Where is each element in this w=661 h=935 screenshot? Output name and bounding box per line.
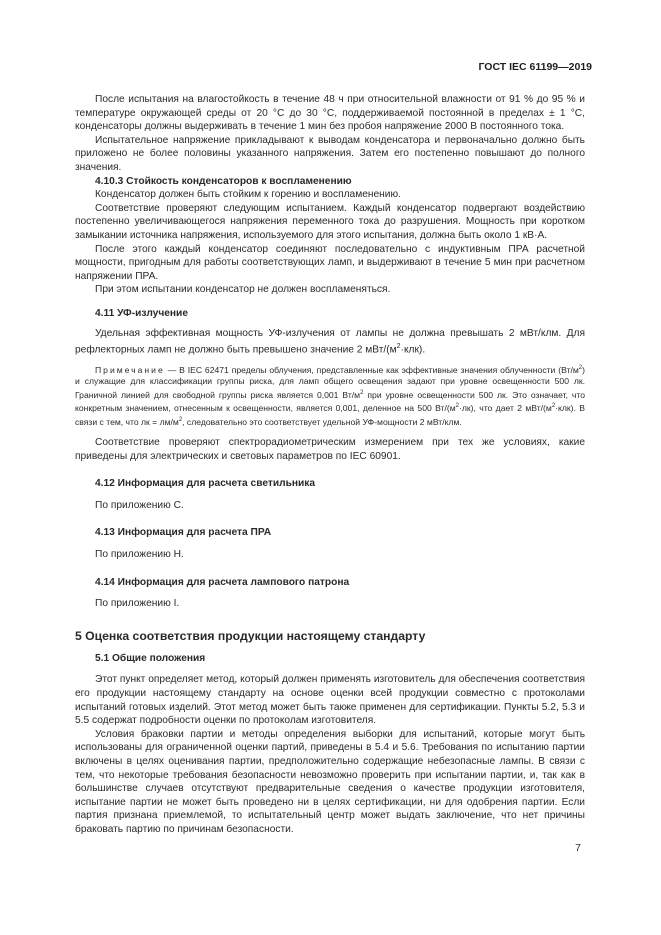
section-heading-4-11: 4.11 УФ-излучение [95,307,188,319]
paragraph: Конденсатор должен быть стойким к горению и воспламенению. [95,189,401,201]
note-label: Примечание [95,364,165,375]
section-heading-4-14: 4.14 Информация для расчета лампового патрона [95,576,350,588]
note: Примечание — В IEC 62471 пределы облучения, представленные как эффективные значения облученности $(Вт/м^2)$ и служащие для классификации группы риска, для ламп общего освещения задают при уровне освещенности 500 лк. Граничной линией для свободной группы риска является 0,001 $Вт/м^2$ при уровне освещенности 500 лк. Это означает, что конкретным значением, отнесенным к освещенности, является 0,001, деленное на 500 $Вт/(м^2\cdot лк)$, что дает 2 мВт/$(м^2\cdot клк)$. В связи с тем, что лк = $лм/м^2$, следовательно это соответствует удельной УФ-мощности 2 мВт/клм. [75,364,585,427]
paragraph: По приложению С. [95,499,184,511]
paragraph: После испытания на влагостойкость в течение 48 ч при относительной влажности от 91 % до 95 % и температуре окружающей среды от 20 °С до 30 °С, поддерживаемой постоянной в пределах ± 1 °С, конденсаторы должны выдерживать в течение 1 мин без пробоя напряжение 2000 В постоянного тока. [75,94,585,133]
document-id-header: ГОСТ IEC 61199—2019 [478,61,592,73]
paragraph: Испытательное напряжение прикладывают к выводам конденсатора и первоначально должно быть приложено не более половины указанного напряжения. Затем его постепенно повышают до полного значения. [75,134,585,173]
section-heading-5: 5 Оценка соответствия продукции настоящему стандарту [75,628,426,643]
paragraph: После этого каждый конденсатор соединяют последовательно с индуктивным ПРА расчетной мощности, пригодным для работы соответствующих ламп, и выдерживают в течение 5 мин при расчетном напряжении ПРА. [75,243,585,282]
section-heading-4-10-3: 4.10.3 Стойкость конденсаторов к воспламенению [95,175,352,187]
document-body [75,93,585,836]
section-heading-5-1: 5.1 Общие положения [95,652,206,664]
paragraph: Этот пункт определяет метод, который должен применять изготовитель для обеспечения соответствия его продукции настоящему стандарту на основе оценки всей продукции совместно с протоколами испытаний готовых изделий. Этот метод может быть также применен для сертификации. Пункты 5.2, 5.3 и 5.5 содержат подробности оценки по протоколам изготовителя. [75,674,585,727]
paragraph: По приложению Н. [95,548,184,560]
paragraph: Соответствие проверяют следующим испытанием. Каждый конденсатор подвергают воздействию постепенно увеличивающегося напряжения переменного тока до разрушения. Мощность при коротком замыкании источника напряжения, используемого для этого испытания, должна быть около 1 кВ·А. [75,202,585,241]
paragraph: Соответствие проверяют спектрорадиометрическим измерением при тех же условиях, какие приведены для электрических и световых параметров по IEC 60901. [75,437,585,462]
section-heading-4-13: 4.13 Информация для расчета ПРА [95,527,272,539]
paragraph: Удельная эффективная мощность УФ-излучения от лампы не должна превышать 2 мВт/клм. Для рефлекторных ламп не должно быть превышено значение 2 мВт/$(м^2\cdot клк)$. [75,327,585,356]
paragraph: Условия браковки партии и методы определения выборки для испытаний, которые могут быть использованы для ограниченной оценки партий, приведены в 5.4 и 5.6. Требования по испытанию партии включены в целях оценивания партии, предположительно содержащие небезопасные лампы. В связи с тем, что некоторые требования безопасности невозможно проверить при испытании партии, и, так как в большинстве случаев отсутствуют предварительные сведения о качестве продукции изготовителя, испытание партии не может быть проведено ни в целях сертификации, ни для одобрения партии. Если партия признана приемлемой, то испытательный центр может выдать заключение, что нет причины браковать партию по причинам безопасности. [75,728,585,835]
paragraph: По приложению I. [95,598,180,610]
page-number: 7 [575,842,581,854]
paragraph: При этом испытании конденсатор не должен воспламеняться. [95,284,391,296]
section-heading-4-12: 4.12 Информация для расчета светильника [95,478,316,490]
